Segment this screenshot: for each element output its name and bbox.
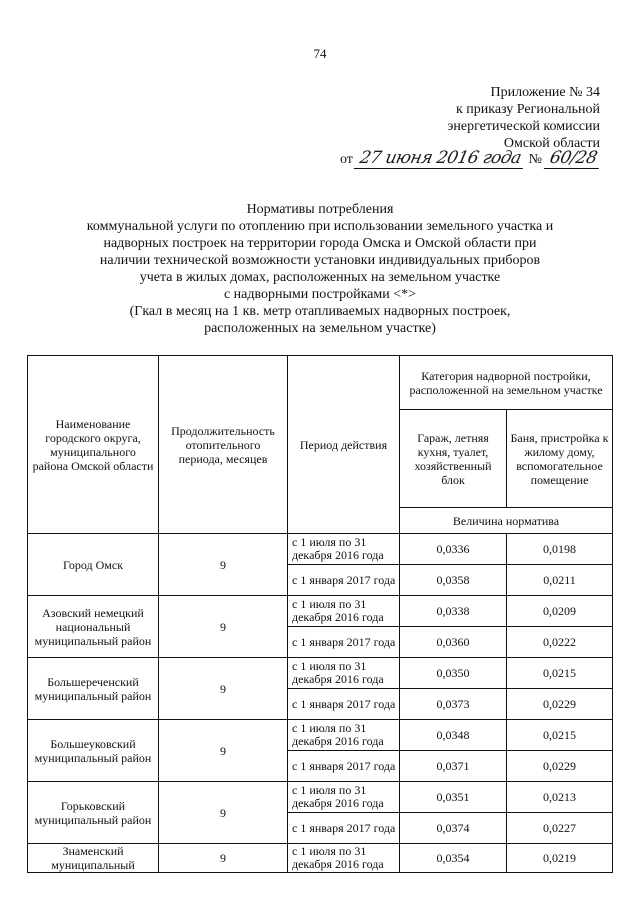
cell-bath: 0,0211 [507,565,613,596]
cell-period: с 1 января 2017 года [288,627,400,658]
cell-period: с 1 июля по 31 декабря 2016 года [288,782,400,813]
document-title [0,201,640,337]
header-period: Период действия [288,356,400,534]
title-line: надворных построек на территории города Омска и Омской области при [103,236,537,251]
cell-period: с 1 июля по 31 декабря 2016 года [288,658,400,689]
norms-table [27,355,613,873]
header-category: Категория надворной постройки, расположенной на земельном участке [400,356,613,410]
cell-period: с 1 июля по 31 декабря 2016 года [288,534,400,565]
order-prefix: от [339,152,353,167]
order-date-handwritten: 27 июня 2016 года [354,148,527,169]
header-name: Наименование городского округа, муниципального района Омской области [28,356,159,534]
appendix-line: энергетической комиссии [447,119,600,134]
title-line: учета в жилых домах, расположенных на земельном участке [139,270,501,285]
title-line: наличии технической возможности установки индивидуальных приборов [99,253,541,268]
cell-garage: 0,0354 [400,844,507,873]
cell-garage: 0,0358 [400,565,507,596]
cell-name: Большеуковский муниципальный район [28,720,159,782]
header-duration: Продолжительность отопительного периода, месяцев [159,356,288,534]
cell-garage: 0,0336 [400,534,507,565]
page-number: 74 [313,46,327,61]
title-line: Нормативы потребления [246,202,394,217]
cell-duration: 9 [159,534,288,596]
cell-garage: 0,0371 [400,751,507,782]
appendix-line: Омской области [503,136,600,151]
header-bath: Баня, пристройка к жилому дому, вспомогательное помещение [507,410,613,508]
appendix-line: Приложение № 34 [490,85,600,100]
table-row [28,844,613,873]
cell-period: с 1 января 2017 года [288,689,400,720]
cell-bath: 0,0229 [507,689,613,720]
cell-bath: 0,0222 [507,627,613,658]
appendix-line: к приказу Региональной [455,102,600,117]
table-row [28,596,613,627]
cell-garage: 0,0350 [400,658,507,689]
header-value: Величина норматива [400,508,613,534]
cell-garage: 0,0338 [400,596,507,627]
table-row [28,782,613,813]
cell-name: Азовский немецкий национальный муниципальный район [28,596,159,658]
cell-garage: 0,0351 [400,782,507,813]
table-row [28,534,613,565]
appendix-block [447,84,600,152]
title-line: (Гкал в месяц на 1 кв. метр отапливаемых надворных построек, [129,304,511,319]
cell-period: с 1 января 2017 года [288,565,400,596]
cell-name: Горьковский муниципальный район [28,782,159,844]
cell-garage: 0,0348 [400,720,507,751]
cell-period: с 1 июля по 31 декабря 2016 года [288,844,400,873]
header-garage: Гараж, летняя кухня, туалет, хозяйственный блок [400,410,507,508]
order-number-handwritten: 60/28 [543,148,602,169]
cell-bath: 0,0209 [507,596,613,627]
cell-garage: 0,0374 [400,813,507,844]
title-line: коммунальной услуги по отоплению при использовании земельного участка и [86,219,554,234]
table-row [28,658,613,689]
cell-period: с 1 января 2017 года [288,813,400,844]
cell-bath: 0,0219 [507,844,613,873]
cell-garage: 0,0373 [400,689,507,720]
title-line: с надворными постройками <*> [223,287,417,302]
cell-duration: 9 [159,844,288,873]
order-reference [340,148,600,170]
cell-name: Знаменский муниципальный [28,844,159,873]
cell-bath: 0,0215 [507,720,613,751]
cell-bath: 0,0213 [507,782,613,813]
cell-duration: 9 [159,782,288,844]
title-line: расположенных на земельном участке) [204,321,436,336]
cell-period: с 1 января 2017 года [288,751,400,782]
cell-name: Большереченский муниципальный район [28,658,159,720]
cell-duration: 9 [159,658,288,720]
cell-period: с 1 июля по 31 декабря 2016 года [288,596,400,627]
cell-duration: 9 [159,596,288,658]
cell-garage: 0,0360 [400,627,507,658]
cell-name: Город Омск [28,534,159,596]
order-number-label: № [528,152,542,167]
cell-period: с 1 июля по 31 декабря 2016 года [288,720,400,751]
table-row [28,720,613,751]
cell-duration: 9 [159,720,288,782]
cell-bath: 0,0215 [507,658,613,689]
cell-bath: 0,0227 [507,813,613,844]
cell-bath: 0,0229 [507,751,613,782]
cell-bath: 0,0198 [507,534,613,565]
